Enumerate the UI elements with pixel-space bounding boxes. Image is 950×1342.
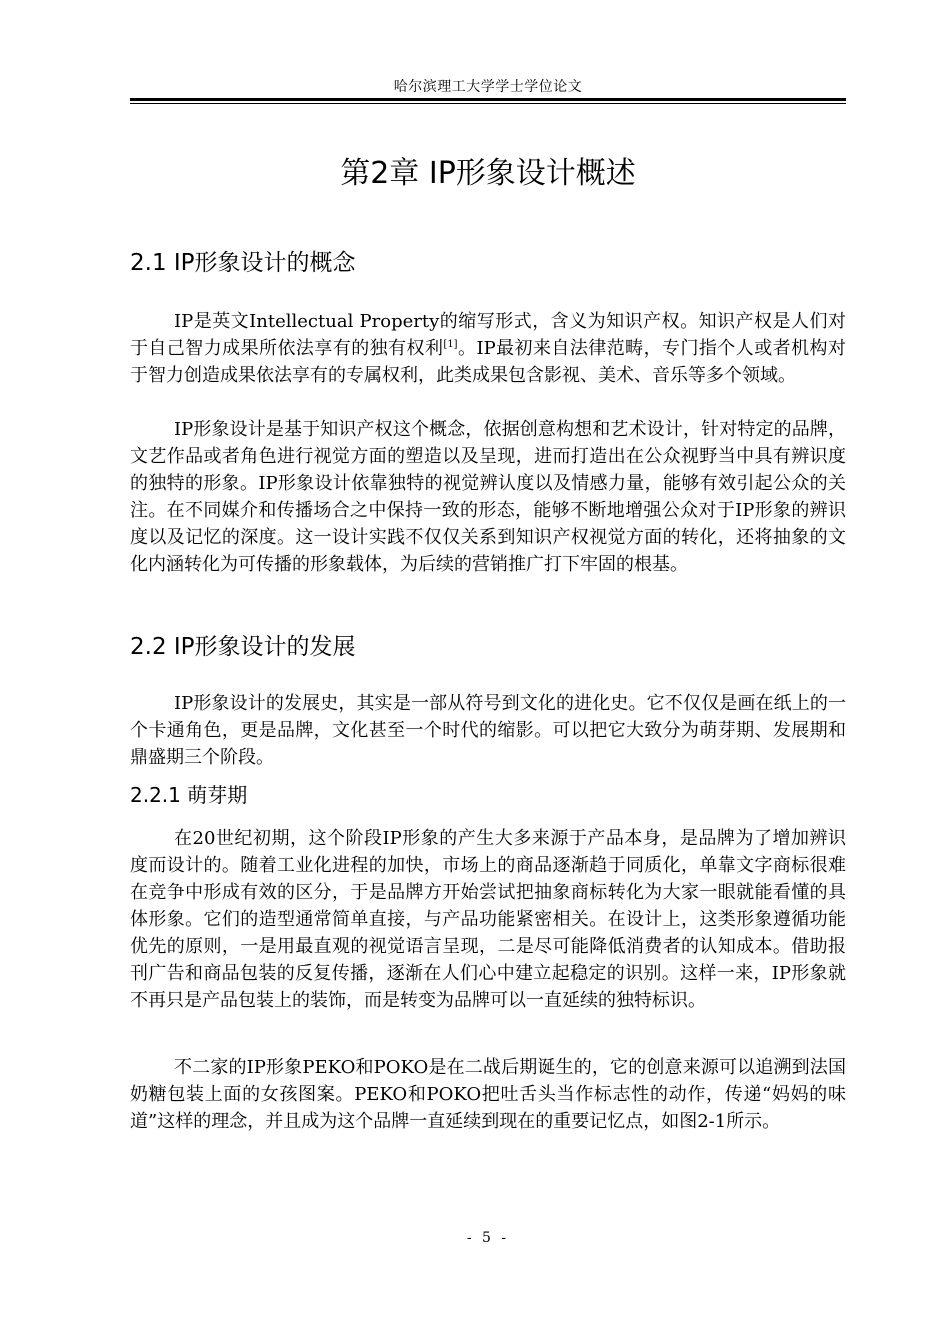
paragraph-ip-definition xyxy=(130,308,846,389)
paragraph-text: 。IP最初来自法律范畴，专门指个人或者机构对于智力创造成果依法享有的专属权利，此类成果包含影视、美术、音乐等多个领域。 xyxy=(130,338,846,386)
section-heading-2-2: 2.2 IP形象设计的发展 xyxy=(130,634,356,660)
paragraph-peko-poko: 不二家的IP形象PEKO和POKO是在二战后期诞生的，它的创意来源可以追溯到法国奶糖包装上面的女孩图案。PEKO和POKO把吐舌头当作标志性的动作，传递“妈妈的味道”这样的理念，并且成为这个品牌一直延续到现在的重要记忆点，如图2-1所示。 xyxy=(130,1057,846,1132)
paragraph-budding-period: 在20世纪初期，这个阶段IP形象的产生大多来源于产品本身，是品牌为了增加辨识度而设计的。随着工业化进程的加快，市场上的商品逐渐趋于同质化，单靠文字商标很难在竞争中形成有效的区分，于是品牌方开始尝试把抽象商标转化为大家一眼就能看懂的具体形象。它们的造型通常简单直接，与产品功能紧密相关。在设计上，这类形象遵循功能优先的原则，一是用最直观的视觉语言呈现，二是尽可能降低消费者的认知成本。借助报刊广告和商品包装的反复传播，逐渐在人们心中建立起稳定的识别。这样一来，IP形象就不再只是产品包装上的装饰，而是转变为品牌可以一直延续的独特标识。 xyxy=(130,828,846,1011)
subsection-heading-2-2-1: 2.2.1 萌芽期 xyxy=(130,783,248,807)
paragraph-development-intro: IP形象设计的发展史，其实是一部从符号到文化的进化史。它不仅仅是画在纸上的一个卡通角色，更是品牌，文化甚至一个时代的缩影。可以把它大致分为萌芽期、发展期和鼎盛期三个阶段。 xyxy=(130,693,846,768)
section-heading-2-1: 2.1 IP形象设计的概念 xyxy=(130,250,356,276)
running-header: 哈尔滨理工大学学士学位论文 xyxy=(393,79,583,95)
header-rule-thick xyxy=(130,98,846,101)
page-number: - 5 - xyxy=(466,1230,510,1246)
chapter-title: 第2章 IP形象设计概述 xyxy=(340,156,636,191)
paragraph-ip-design: IP形象设计是基于知识产权这个概念，依据创意构想和艺术设计，针对特定的品牌，文艺作品或者角色进行视觉方面的塑造以及呈现，进而打造出在公众视野当中具有辨识度的独特的形象。IP形象设计依靠独特的视觉辨认度以及情感力量，能够有效引起公众的关注。在不同媒介和传播场合之中保持一致的形态，能够不断地增强公众对于IP形象的辨识度以及记忆的深度。这一设计实践不仅仅关系到知识产权视觉方面的转化，还将抽象的文化内涵转化为可传播的形象载体，为后续的营销推广打下牢固的根基。 xyxy=(130,419,846,575)
paragraph-text: IP是英文Intellectual Property的缩写形式，含义为知识产权。知识产权是人们对于自己智力成果所依法享有的独有权利 xyxy=(130,311,846,359)
header-rule-thin xyxy=(130,103,846,104)
citation-ref[interactable]: [1] xyxy=(443,339,458,350)
